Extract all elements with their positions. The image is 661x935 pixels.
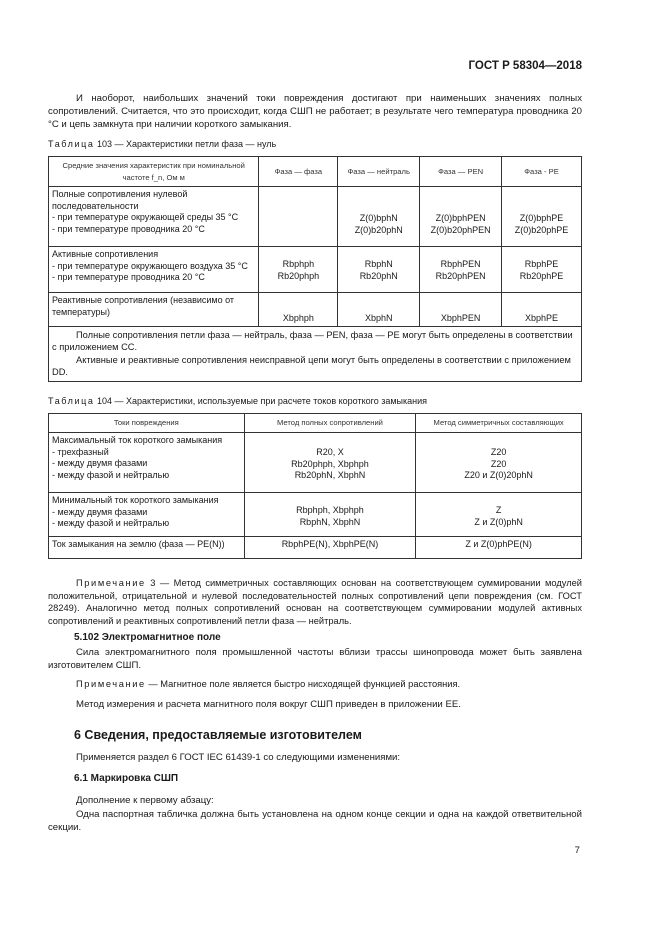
row-label: Полные сопротивления нулевой последовательности - при температуре окружающей среды 35 °С - при температуре проводника 20 °С xyxy=(49,187,259,247)
section-61-paragraph-2: Одна паспортная табличка должна быть установлена на одном конце секции и одна на каждой ответвительной секции. xyxy=(48,809,582,834)
row-label: Минимальный ток короткого замыкания - между двумя фазами - между фазой и нейтралью xyxy=(49,493,245,537)
row-label: Активные сопротивления - при температуре окружающего воздуха 35 °С - при температуре проводника 20 °С xyxy=(49,247,259,293)
note-label: Примечание xyxy=(76,679,146,689)
caption-label: Таблица xyxy=(48,139,95,149)
section-6-paragraph: Применяется раздел 6 ГОСТ IEC 61439-1 со следующими изменениями: xyxy=(76,752,401,763)
table-row: Реактивные сопротивления (независимо от температуры) Xbphph XbphN XbphPEN XbphPE xyxy=(49,293,582,327)
t103-header-2: Фаза — нейтраль xyxy=(338,157,420,187)
caption-text: 104 — Характеристики, используемые при расчете токов короткого замыкания xyxy=(97,396,428,406)
table-103-caption xyxy=(48,139,276,149)
caption-label: Таблица xyxy=(48,396,95,406)
t103-header-3: Фаза — PEN xyxy=(420,157,502,187)
note-2: Активные и реактивные сопротивления неисправной цепи могут быть определены в соответствии с приложением DD. xyxy=(52,354,571,378)
table-104 xyxy=(48,413,582,559)
t104-header-2: Метод симметричных составляющих xyxy=(416,414,582,433)
t104-header-1: Метод полных сопротивлений xyxy=(244,414,416,433)
note-text: — Магнитное поле является быстро нисходящей функцией расстояния. xyxy=(148,679,461,689)
row-label: Максимальный ток короткого замыкания - трехфазный - между двумя фазами - между фазой и нейтралью xyxy=(49,433,245,493)
section-6-heading: 6 Сведения, предоставляемые изготовителем xyxy=(74,728,362,742)
t103-header-4: Фаза - PE xyxy=(502,157,582,187)
note-label: Примечание xyxy=(76,578,146,588)
section-61-heading: 6.1 Маркировка СШП xyxy=(74,773,179,784)
section-5102-note xyxy=(76,678,582,691)
table-row: Ток замыкания на землю (фаза — PE(N)) RbphPE(N), XbphPE(N) Z и Z(0)phPE(N) xyxy=(49,537,582,559)
intro-paragraph: И наоборот, наибольших значений токи повреждения достигают при наименьших значениях полных сопротивлений. Считается, что это происходит, когда СШП не работает; в результате чего температура проводника 20 °С и цепь замкнута при наличии короткого замыкания. xyxy=(48,93,582,131)
t103-header-0: Средние значения характеристик при номинальной частоте f_n, Ом м xyxy=(49,157,259,187)
document-header: ГОСТ Р 58304—2018 xyxy=(468,60,582,72)
table-row: Активные сопротивления - при температуре окружающего воздуха 35 °С - при температуре проводника 20 °С Rbphph Rb20phph RbphN Rb20phN RbphPEN Rb20phPEN RbphPE Rb20phPE xyxy=(49,247,582,293)
table-row: Максимальный ток короткого замыкания - трехфазный - между двумя фазами - между фазой и нейтралью R20, X Rb20phph, Xbphph Rb20phN, XbphN Z20 Z20 Z20 и Z(0)20phN xyxy=(49,433,582,493)
section-5102-paragraph: Сила электромагнитного поля промышленной частоты вблизи трассы шинопровода может быть заявлена изготовителем СШП. xyxy=(48,647,582,672)
page-number: 7 xyxy=(574,845,580,856)
caption-text: 103 — Характеристики петли фаза — нуль xyxy=(97,139,277,149)
note-text: 3 — Метод симметричных составляющих основан на соответствующем суммировании модулей положительной, отрицательной и нулевой последовательностей полных сопротивлений цепи повреждения (см. ГОСТ 28249). Аналогично метод полных сопротивлений основан на соответствующем суммировании модулей активных сопротивлений и реактивных сопротивлений петли фаза — нейтраль. xyxy=(48,578,582,626)
note-1: Полные сопротивления петли фаза — нейтраль, фаза — PEN, фаза — PE могут быть определены в соответствии с приложением СС. xyxy=(52,330,573,353)
section-5102-paragraph-2: Метод измерения и расчета магнитного поля вокруг СШП приведен в приложении ЕЕ. xyxy=(76,699,461,710)
table-103 xyxy=(48,156,582,382)
table-103-notes xyxy=(49,327,582,382)
table-row: Минимальный ток короткого замыкания - между двумя фазами - между фазой и нейтралью Rbphph, Xbphph RbphN, XbphN Z Z и Z(0)phN xyxy=(49,493,582,537)
section-61-paragraph: Дополнение к первому абзацу: xyxy=(76,795,214,806)
t104-header-0: Токи повреждения xyxy=(49,414,245,433)
note-3 xyxy=(48,577,582,627)
table-104-caption xyxy=(48,396,427,406)
row-label: Реактивные сопротивления (независимо от температуры) xyxy=(49,293,259,327)
row-label: Ток замыкания на землю (фаза — PE(N)) xyxy=(49,537,245,559)
table-row: Полные сопротивления нулевой последовательности - при температуре окружающей среды 35 °С - при температуре проводника 20 °С Z(0)bphN Z(0)b20phN Z(0)bphPEN Z(0)b20phPEN Z(0)bphPE Z(0)b20phPE xyxy=(49,187,582,247)
t103-header-1: Фаза — фаза xyxy=(259,157,338,187)
section-5102-heading: 5.102 Электромагнитное поле xyxy=(74,632,221,643)
